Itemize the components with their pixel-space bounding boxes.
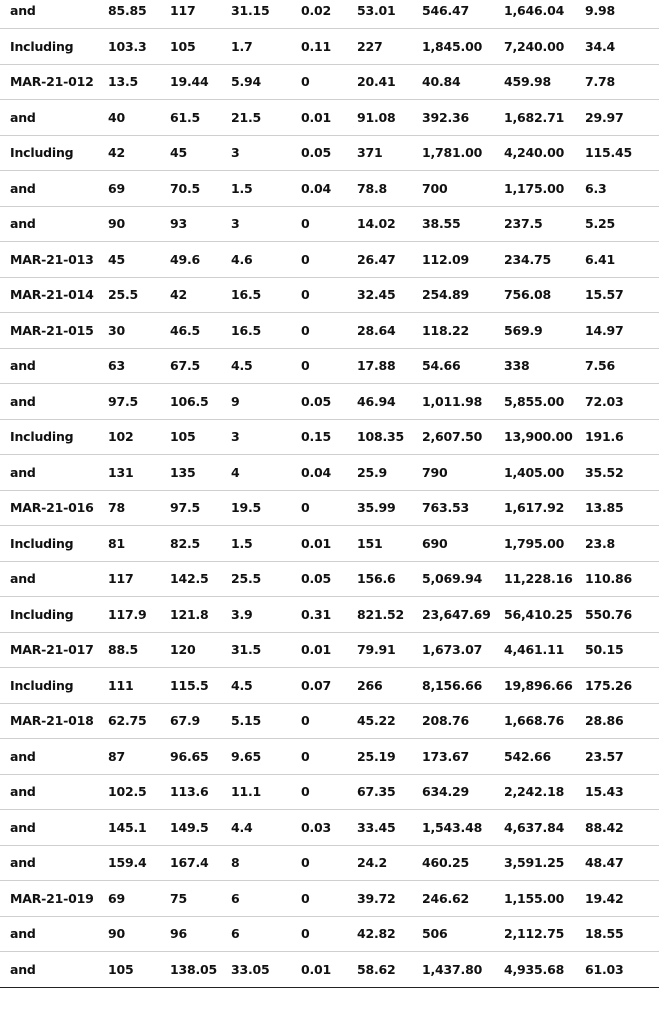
- table-cell: 49.6: [159, 242, 220, 278]
- table-cell: 1,781.00: [411, 135, 493, 171]
- table-row: [0, 774, 659, 810]
- table-row: [0, 29, 659, 65]
- table-cell: 7,240.00: [493, 29, 574, 65]
- table-row: [0, 100, 659, 136]
- table-cell: 4.4: [220, 810, 290, 846]
- table-cell: 25.9: [346, 455, 411, 491]
- table-cell: 569.9: [493, 313, 574, 349]
- table-cell: 88.42: [574, 810, 659, 846]
- table-cell: 0: [290, 206, 346, 242]
- table-cell: 117: [159, 0, 220, 29]
- table-cell: 0.05: [290, 135, 346, 171]
- table-cell: 175.26: [574, 668, 659, 704]
- table-cell: 149.5: [159, 810, 220, 846]
- table-cell: 138.05: [159, 952, 220, 988]
- table-cell: 5.15: [220, 703, 290, 739]
- table-cell: 53.01: [346, 0, 411, 29]
- table-row: [0, 703, 659, 739]
- table-cell: 7.78: [574, 64, 659, 100]
- table-cell: 1,845.00: [411, 29, 493, 65]
- table-cell: 28.64: [346, 313, 411, 349]
- row-label-cell: and: [0, 455, 97, 491]
- table-cell: 1,646.04: [493, 0, 574, 29]
- row-label-cell: MAR-21-018: [0, 703, 97, 739]
- table-cell: 2,112.75: [493, 916, 574, 952]
- table-cell: 39.72: [346, 881, 411, 917]
- table-cell: 3: [220, 206, 290, 242]
- table-cell: 32.45: [346, 277, 411, 313]
- table-cell: 21.5: [220, 100, 290, 136]
- row-label-cell: MAR-21-019: [0, 881, 97, 917]
- table-cell: 115.5: [159, 668, 220, 704]
- table-cell: 0.31: [290, 597, 346, 633]
- table-cell: 0: [290, 845, 346, 881]
- table-cell: 392.36: [411, 100, 493, 136]
- table-cell: 790: [411, 455, 493, 491]
- table-row: [0, 739, 659, 775]
- table-cell: 69: [97, 171, 159, 207]
- table-row: [0, 490, 659, 526]
- table-cell: 23,647.69: [411, 597, 493, 633]
- table-cell: 1,682.71: [493, 100, 574, 136]
- table-row: [0, 561, 659, 597]
- table-row: [0, 845, 659, 881]
- table-cell: 4,240.00: [493, 135, 574, 171]
- table-cell: 1,543.48: [411, 810, 493, 846]
- table-row: [0, 348, 659, 384]
- table-row: [0, 597, 659, 633]
- row-label-cell: Including: [0, 668, 97, 704]
- table-row: [0, 455, 659, 491]
- table-cell: 0.03: [290, 810, 346, 846]
- table-cell: 117: [97, 561, 159, 597]
- table-cell: 5.94: [220, 64, 290, 100]
- table-cell: 6.41: [574, 242, 659, 278]
- table-cell: 821.52: [346, 597, 411, 633]
- table-row: [0, 810, 659, 846]
- table-cell: 23.57: [574, 739, 659, 775]
- table-cell: 208.76: [411, 703, 493, 739]
- table-row: [0, 0, 659, 29]
- table-cell: 0: [290, 774, 346, 810]
- table-cell: 97.5: [159, 490, 220, 526]
- row-label-cell: Including: [0, 419, 97, 455]
- table-cell: 1,617.92: [493, 490, 574, 526]
- table-cell: 1,437.80: [411, 952, 493, 988]
- table-cell: 338: [493, 348, 574, 384]
- table-cell: 46.94: [346, 384, 411, 420]
- table-cell: 105: [159, 29, 220, 65]
- row-label-cell: and: [0, 952, 97, 988]
- table-cell: 1,011.98: [411, 384, 493, 420]
- table-cell: 371: [346, 135, 411, 171]
- table-cell: 9.98: [574, 0, 659, 29]
- table-cell: 1,668.76: [493, 703, 574, 739]
- table-row: [0, 277, 659, 313]
- row-label-cell: and: [0, 384, 97, 420]
- table-cell: 1,673.07: [411, 632, 493, 668]
- table-cell: 8,156.66: [411, 668, 493, 704]
- table-cell: 63: [97, 348, 159, 384]
- table-cell: 2,242.18: [493, 774, 574, 810]
- row-label-cell: and: [0, 774, 97, 810]
- table-cell: 0.01: [290, 632, 346, 668]
- table-cell: 173.67: [411, 739, 493, 775]
- table-cell: 0: [290, 703, 346, 739]
- table-cell: 111: [97, 668, 159, 704]
- table-row: [0, 242, 659, 278]
- table-cell: 117.9: [97, 597, 159, 633]
- row-label-cell: MAR-21-017: [0, 632, 97, 668]
- table-cell: 103.3: [97, 29, 159, 65]
- table-cell: 58.62: [346, 952, 411, 988]
- table-row: [0, 313, 659, 349]
- table-cell: 13.85: [574, 490, 659, 526]
- table-cell: 1.7: [220, 29, 290, 65]
- table-cell: 191.6: [574, 419, 659, 455]
- table-cell: 25.19: [346, 739, 411, 775]
- table-cell: 0: [290, 739, 346, 775]
- table-cell: 26.47: [346, 242, 411, 278]
- table-cell: 700: [411, 171, 493, 207]
- table-cell: 3,591.25: [493, 845, 574, 881]
- table-cell: 50.15: [574, 632, 659, 668]
- table-cell: 33.05: [220, 952, 290, 988]
- table-cell: 70.5: [159, 171, 220, 207]
- row-label-cell: and: [0, 206, 97, 242]
- table-cell: 54.66: [411, 348, 493, 384]
- table-cell: 97.5: [97, 384, 159, 420]
- table-cell: 542.66: [493, 739, 574, 775]
- table-cell: 0.01: [290, 952, 346, 988]
- table-row: [0, 526, 659, 562]
- table-cell: 0: [290, 64, 346, 100]
- table-cell: 69: [97, 881, 159, 917]
- table-cell: 78: [97, 490, 159, 526]
- table-cell: 106.5: [159, 384, 220, 420]
- table-row: [0, 171, 659, 207]
- table-cell: 25.5: [97, 277, 159, 313]
- row-label-cell: and: [0, 561, 97, 597]
- table-cell: 6: [220, 916, 290, 952]
- table-cell: 0.05: [290, 384, 346, 420]
- table-cell: 30: [97, 313, 159, 349]
- table-cell: 45.22: [346, 703, 411, 739]
- table-cell: 15.43: [574, 774, 659, 810]
- table-row: [0, 952, 659, 988]
- table-row: [0, 632, 659, 668]
- table-cell: 1.5: [220, 171, 290, 207]
- table-cell: 31.5: [220, 632, 290, 668]
- table-cell: 13,900.00: [493, 419, 574, 455]
- table-cell: 19.42: [574, 881, 659, 917]
- table-cell: 1.5: [220, 526, 290, 562]
- table-cell: 131: [97, 455, 159, 491]
- table-cell: 1,155.00: [493, 881, 574, 917]
- row-label-cell: and: [0, 810, 97, 846]
- table-cell: 105: [97, 952, 159, 988]
- table-cell: 2,607.50: [411, 419, 493, 455]
- table-cell: 42.82: [346, 916, 411, 952]
- table-cell: 16.5: [220, 313, 290, 349]
- table-cell: 5,855.00: [493, 384, 574, 420]
- table-cell: 4.6: [220, 242, 290, 278]
- table-cell: 67.35: [346, 774, 411, 810]
- table-cell: 102: [97, 419, 159, 455]
- table-cell: 14.97: [574, 313, 659, 349]
- table-cell: 5,069.94: [411, 561, 493, 597]
- table-cell: 118.22: [411, 313, 493, 349]
- table-cell: 38.55: [411, 206, 493, 242]
- table-cell: 45: [159, 135, 220, 171]
- table-cell: 459.98: [493, 64, 574, 100]
- table-cell: 67.5: [159, 348, 220, 384]
- row-label-cell: and: [0, 171, 97, 207]
- table-cell: 506: [411, 916, 493, 952]
- table-cell: 0.01: [290, 526, 346, 562]
- table-cell: 550.76: [574, 597, 659, 633]
- row-label-cell: MAR-21-014: [0, 277, 97, 313]
- table-cell: 3.9: [220, 597, 290, 633]
- table-cell: 108.35: [346, 419, 411, 455]
- table-cell: 105: [159, 419, 220, 455]
- table-cell: 254.89: [411, 277, 493, 313]
- row-label-cell: and: [0, 845, 97, 881]
- table-cell: 234.75: [493, 242, 574, 278]
- table-cell: 67.9: [159, 703, 220, 739]
- table-cell: 0.11: [290, 29, 346, 65]
- table-cell: 145.1: [97, 810, 159, 846]
- table-cell: 93: [159, 206, 220, 242]
- table-cell: 88.5: [97, 632, 159, 668]
- table-cell: 246.62: [411, 881, 493, 917]
- table-cell: 82.5: [159, 526, 220, 562]
- table-cell: 19.44: [159, 64, 220, 100]
- table-cell: 6: [220, 881, 290, 917]
- table-cell: 81: [97, 526, 159, 562]
- table-cell: 28.86: [574, 703, 659, 739]
- table-cell: 9: [220, 384, 290, 420]
- table-cell: 17.88: [346, 348, 411, 384]
- table-cell: 8: [220, 845, 290, 881]
- table-cell: 9.65: [220, 739, 290, 775]
- table-cell: 0.04: [290, 171, 346, 207]
- table-cell: 6.3: [574, 171, 659, 207]
- table-cell: 112.09: [411, 242, 493, 278]
- table-cell: 151: [346, 526, 411, 562]
- table-cell: 61.03: [574, 952, 659, 988]
- table-cell: 96: [159, 916, 220, 952]
- table-cell: 690: [411, 526, 493, 562]
- table-cell: 24.2: [346, 845, 411, 881]
- table-cell: 135: [159, 455, 220, 491]
- table-cell: 90: [97, 206, 159, 242]
- table-row: [0, 64, 659, 100]
- table-cell: 4.5: [220, 668, 290, 704]
- table-cell: 40: [97, 100, 159, 136]
- table-cell: 85.85: [97, 0, 159, 29]
- table-cell: 42: [97, 135, 159, 171]
- table-cell: 25.5: [220, 561, 290, 597]
- table-cell: 4.5: [220, 348, 290, 384]
- table-cell: 16.5: [220, 277, 290, 313]
- table-cell: 40.84: [411, 64, 493, 100]
- table-cell: 0.01: [290, 100, 346, 136]
- row-label-cell: MAR-21-016: [0, 490, 97, 526]
- table-cell: 87: [97, 739, 159, 775]
- table-cell: 23.8: [574, 526, 659, 562]
- table-cell: 91.08: [346, 100, 411, 136]
- table-row: [0, 384, 659, 420]
- table-cell: 142.5: [159, 561, 220, 597]
- table-cell: 113.6: [159, 774, 220, 810]
- table-cell: 18.55: [574, 916, 659, 952]
- table-cell: 78.8: [346, 171, 411, 207]
- table-cell: 0.07: [290, 668, 346, 704]
- table-cell: 20.41: [346, 64, 411, 100]
- table-cell: 3: [220, 419, 290, 455]
- table-cell: 4: [220, 455, 290, 491]
- table-cell: 19,896.66: [493, 668, 574, 704]
- table-cell: 159.4: [97, 845, 159, 881]
- table-cell: 0.15: [290, 419, 346, 455]
- table-cell: 0: [290, 916, 346, 952]
- table-cell: 460.25: [411, 845, 493, 881]
- row-label-cell: Including: [0, 526, 97, 562]
- table-row: [0, 206, 659, 242]
- table-cell: 33.45: [346, 810, 411, 846]
- table-cell: 79.91: [346, 632, 411, 668]
- table-cell: 1,175.00: [493, 171, 574, 207]
- table-cell: 46.5: [159, 313, 220, 349]
- table-cell: 763.53: [411, 490, 493, 526]
- table-cell: 0.04: [290, 455, 346, 491]
- table-cell: 72.03: [574, 384, 659, 420]
- table-cell: 167.4: [159, 845, 220, 881]
- row-label-cell: Including: [0, 135, 97, 171]
- table-cell: 90: [97, 916, 159, 952]
- table-cell: 48.47: [574, 845, 659, 881]
- table-cell: 56,410.25: [493, 597, 574, 633]
- table-cell: 0: [290, 490, 346, 526]
- table-row: [0, 668, 659, 704]
- table-cell: 1,795.00: [493, 526, 574, 562]
- table-cell: 0.02: [290, 0, 346, 29]
- table-cell: 102.5: [97, 774, 159, 810]
- table-cell: 227: [346, 29, 411, 65]
- table-row: [0, 135, 659, 171]
- table-cell: 0: [290, 881, 346, 917]
- table-cell: 45: [97, 242, 159, 278]
- table-cell: 1,405.00: [493, 455, 574, 491]
- table-cell: 0: [290, 277, 346, 313]
- table-cell: 4,637.84: [493, 810, 574, 846]
- table-cell: 237.5: [493, 206, 574, 242]
- row-label-cell: MAR-21-012: [0, 64, 97, 100]
- row-label-cell: MAR-21-013: [0, 242, 97, 278]
- row-label-cell: Including: [0, 597, 97, 633]
- table-cell: 115.45: [574, 135, 659, 171]
- table-cell: 4,935.68: [493, 952, 574, 988]
- row-label-cell: and: [0, 739, 97, 775]
- table-cell: 75: [159, 881, 220, 917]
- row-label-cell: MAR-21-015: [0, 313, 97, 349]
- table-cell: 634.29: [411, 774, 493, 810]
- table-cell: 13.5: [97, 64, 159, 100]
- table-cell: 110.86: [574, 561, 659, 597]
- table-cell: 96.65: [159, 739, 220, 775]
- table-cell: 7.56: [574, 348, 659, 384]
- table-row: [0, 881, 659, 917]
- table-cell: 14.02: [346, 206, 411, 242]
- row-label-cell: Including: [0, 29, 97, 65]
- table-cell: 42: [159, 277, 220, 313]
- table-cell: 31.15: [220, 0, 290, 29]
- table-cell: 266: [346, 668, 411, 704]
- row-label-cell: and: [0, 916, 97, 952]
- table-row: [0, 916, 659, 952]
- table-cell: 11,228.16: [493, 561, 574, 597]
- table-cell: 121.8: [159, 597, 220, 633]
- table-cell: 35.99: [346, 490, 411, 526]
- row-label-cell: and: [0, 0, 97, 29]
- table-cell: 29.97: [574, 100, 659, 136]
- table-cell: 4,461.11: [493, 632, 574, 668]
- table-cell: 5.25: [574, 206, 659, 242]
- table-row: [0, 419, 659, 455]
- table-cell: 11.1: [220, 774, 290, 810]
- row-label-cell: and: [0, 100, 97, 136]
- row-label-cell: and: [0, 348, 97, 384]
- table-cell: 120: [159, 632, 220, 668]
- table-cell: 19.5: [220, 490, 290, 526]
- table-cell: 0: [290, 348, 346, 384]
- table-cell: 0.05: [290, 561, 346, 597]
- table-cell: 0: [290, 313, 346, 349]
- table-cell: 0: [290, 242, 346, 278]
- table-cell: 756.08: [493, 277, 574, 313]
- table-cell: 156.6: [346, 561, 411, 597]
- table-cell: 61.5: [159, 100, 220, 136]
- table-cell: 35.52: [574, 455, 659, 491]
- table-cell: 3: [220, 135, 290, 171]
- table-cell: 62.75: [97, 703, 159, 739]
- table-cell: 15.57: [574, 277, 659, 313]
- table-cell: 546.47: [411, 0, 493, 29]
- table-cell: 34.4: [574, 29, 659, 65]
